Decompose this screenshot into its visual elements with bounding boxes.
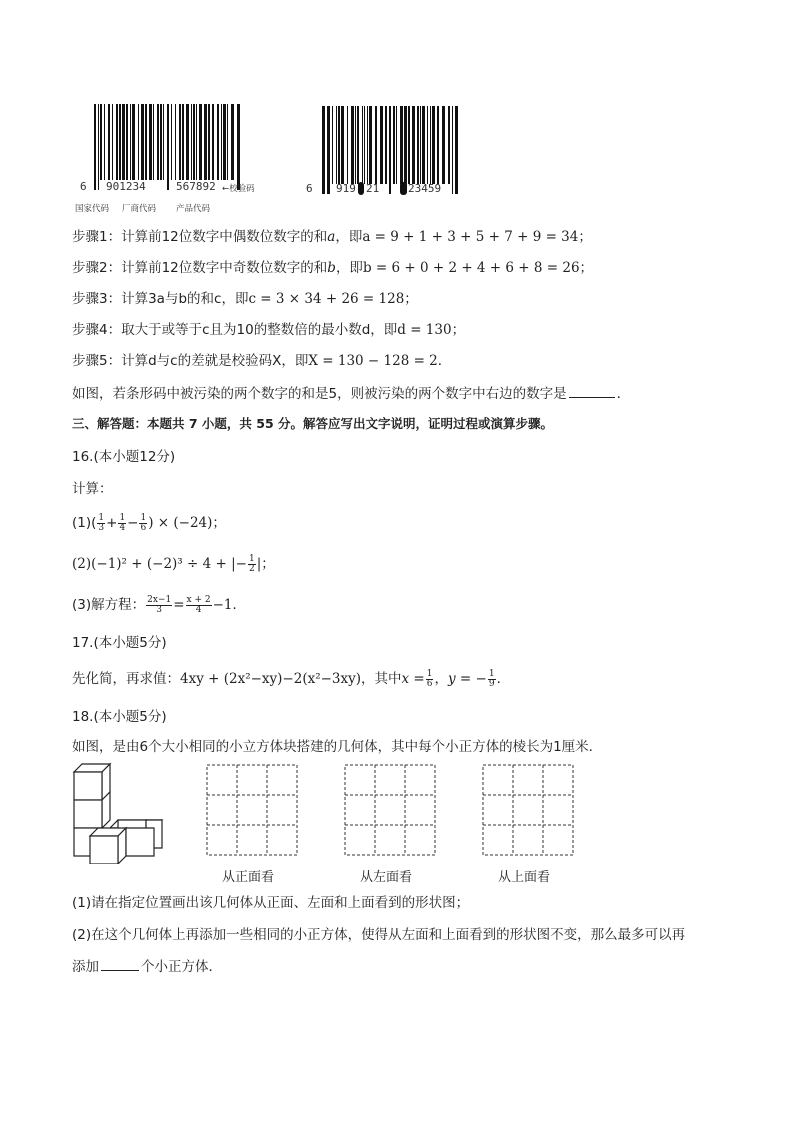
section-3-header: 三、解答题：本题共 7 小题，共 55 分。解答应写出文字说明，证明过程或演算步骤。 [72, 416, 554, 431]
barcode-bar [367, 106, 368, 184]
product-code-label: 产品代码 [176, 204, 211, 214]
barcode-bar [427, 106, 428, 184]
step-5: 步骤5：计算d与c的差就是校验码X，即X = 130 − 128 = 2． [72, 353, 452, 369]
caption-front-view: 从正面看 [222, 870, 275, 885]
barcode-bar [432, 106, 435, 184]
barcode-bar [412, 106, 415, 184]
barcode-bar [100, 104, 102, 180]
barcode-bar [112, 104, 113, 180]
q16-part-1: (1)( $\frac{1}{3}$ + $\frac{1}{4}$ − $\frac{1}{6}$ ) × (−24)； [72, 512, 226, 533]
q18-part-2-continued: 添加 个小正方体． [72, 959, 222, 975]
barcode-bar [199, 104, 202, 180]
barcode-bar [171, 104, 172, 180]
barcode-bar [217, 104, 219, 180]
grid-top-view[interactable] [482, 764, 574, 856]
barcode-bar [437, 106, 439, 184]
barcode-bar [442, 106, 445, 184]
q18-intro: 如图，是由6个大小相同的小立方体块搭建的几何体，其中每个小正方体的棱长为1厘米． [72, 739, 603, 755]
barcode-bar [204, 104, 207, 180]
barcode-2-first-digit: 6 [306, 182, 313, 195]
answer-blank-15[interactable] [569, 385, 615, 398]
barcode-bar [221, 104, 222, 180]
barcode-bar [119, 104, 121, 180]
barcode-bar [400, 106, 403, 184]
barcode-bar [408, 106, 410, 184]
barcode-bar [104, 104, 105, 180]
barcode-bar [130, 104, 131, 180]
barcode-bar [393, 106, 395, 184]
barcode-bar [375, 106, 377, 184]
barcode-bar [163, 104, 164, 180]
q16-part-3: (3)解方程： $\frac{2x-1}{3}$ = $\frac{x + 2}{4}$ −1． [72, 594, 246, 615]
barcode-bar [186, 104, 189, 180]
step-2: 步骤2：计算前12位数字中奇数位数字的和b，即b = 6 + 0 + 2 + 4 + 6 + 8 = 26； [72, 260, 594, 276]
smudge-2-icon [400, 182, 407, 195]
maker-code-label: 厂商代码 [122, 204, 157, 214]
barcode-bar [351, 106, 354, 184]
barcode-bar [153, 104, 154, 180]
q17-body: 先化简，再求值：4xy + (2x²−xy)−2(x²−3xy)，其中x = $\frac{1}{6}$ ，y = − $\frac{1}{9}$ ． [72, 668, 511, 689]
barcode-bar [157, 104, 159, 180]
barcode-bar [138, 104, 139, 180]
barcode-bar [341, 106, 344, 184]
country-code-label: 国家代码 [75, 204, 110, 214]
barcode-2 [300, 100, 470, 210]
barcode-bar [196, 104, 197, 180]
barcode-bar [322, 106, 325, 194]
barcode-bar [362, 106, 363, 184]
grid-front-view[interactable] [206, 764, 298, 856]
barcode-bar [332, 106, 333, 184]
barcode-1-group1: 901234 [106, 180, 146, 193]
barcode-bar [422, 106, 425, 184]
barcode-bar [145, 104, 147, 180]
barcode-bar [420, 106, 421, 184]
check-digit-label: ←校验码 [222, 184, 255, 194]
q18-part-2: (2)在这个几何体上再添加一些相同的小正方体，使得从左面和上面看到的形状图不变，那么最多可以再 [72, 927, 686, 943]
barcode-2-group1b: 21 [366, 182, 380, 195]
barcode-bar [191, 104, 192, 180]
barcode-bar [369, 106, 372, 184]
barcode-bar [355, 106, 356, 184]
barcode-bar [212, 104, 214, 180]
barcode-bar [452, 106, 453, 194]
barcode-bar [208, 104, 210, 180]
barcode-2-group2: 23459 [408, 182, 442, 195]
caption-left-view: 从左面看 [360, 870, 413, 885]
q16-intro: 计算： [72, 481, 113, 497]
barcode-bar [237, 104, 240, 190]
barcode-bar [430, 106, 431, 184]
q18-header: 18.(本小题5分) [72, 709, 167, 725]
caption-top-view: 从上面看 [498, 870, 551, 885]
barcode-bar [448, 106, 450, 184]
barcode-bar [160, 104, 162, 180]
barcode-bar [175, 104, 176, 180]
barcode-bar [389, 106, 391, 194]
question-15-tail: 如图，若条形码中被污染的两个数字的和是5，则被污染的两个数字中右边的数字是 ． [72, 386, 631, 402]
barcode-bar [149, 104, 152, 180]
barcode-bar [179, 104, 181, 180]
barcode-bar [417, 106, 419, 184]
step-4: 步骤4：取大于或等于c且为10的整数倍的最小数d，即d = 130； [72, 322, 466, 338]
barcode-bar [327, 106, 330, 194]
step-1: 步骤1：计算前12位数字中偶数位数字的和a，即a = 9 + 1 + 3 + 5 + 7 + 9 = 34； [72, 229, 592, 245]
answer-blank-18[interactable] [101, 958, 139, 971]
barcode-bar [404, 106, 407, 184]
barcode-bar [357, 106, 359, 184]
barcode-bar [231, 104, 234, 180]
barcode-bar [182, 104, 184, 180]
barcode-bar [385, 106, 387, 184]
barcode-bar [338, 106, 340, 184]
barcode-1 [72, 100, 282, 220]
smudge-1-icon [358, 182, 364, 195]
barcode-bar [132, 104, 135, 180]
barcode-bar [455, 106, 458, 194]
barcode-bar [141, 104, 144, 180]
step-3: 步骤3：计算3a与b的和c，即c = 3 × 34 + 26 = 128； [72, 291, 418, 307]
barcode-bar [94, 104, 96, 190]
barcode-bar [108, 104, 110, 180]
q17-header: 17.(本小题5分) [72, 635, 167, 651]
barcode-bar [126, 104, 128, 180]
q16-part-2: (2)(−1)² + (−2)³ ÷ 4 + |− $\frac{1}{2}$ |； [72, 553, 275, 574]
barcode-bar [98, 104, 99, 190]
barcode-bar [167, 104, 169, 190]
barcode-bar [347, 106, 348, 184]
barcode-bar [193, 104, 195, 180]
barcode-bar [223, 104, 226, 180]
cube-solid-figure [70, 762, 165, 864]
barcode-bar [364, 106, 365, 184]
grid-left-view[interactable] [344, 764, 436, 856]
barcode-bar [227, 104, 228, 180]
barcode-bar [122, 104, 125, 180]
barcode-1-first-digit: 6 [80, 180, 87, 193]
barcode-bar [396, 106, 397, 184]
q18-part-1: (1)请在指定位置画出该几何体从正面、左面和上面看到的形状图； [72, 895, 470, 911]
barcode-1-group2: 567892 [176, 180, 216, 193]
q16-header: 16.(本小题12分) [72, 449, 176, 465]
barcode-bar [380, 106, 383, 184]
barcode-bar [116, 104, 118, 180]
barcode-2-group1: 919 [336, 182, 356, 195]
barcode-bar [336, 106, 337, 184]
